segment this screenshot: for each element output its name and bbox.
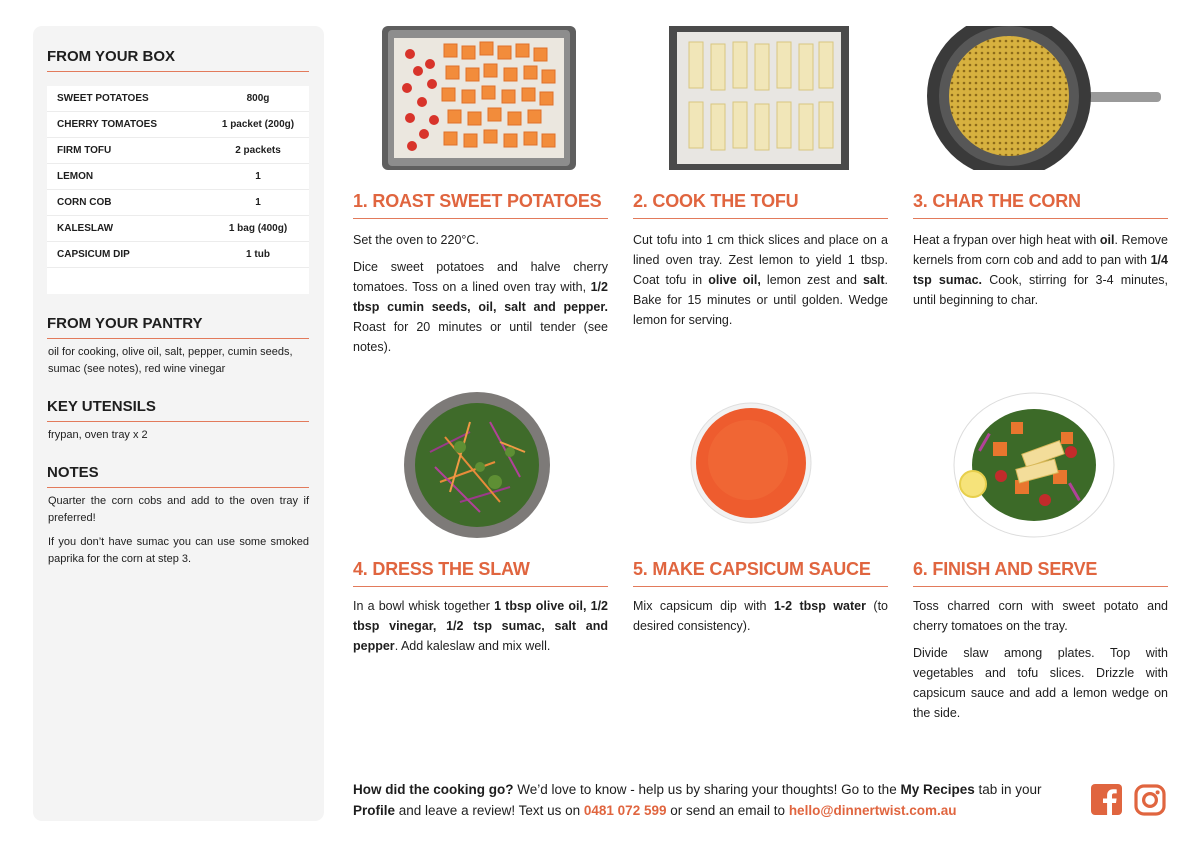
text-run: tab in your xyxy=(974,782,1042,797)
feedback-footer xyxy=(353,779,1073,821)
bold-ingredient: olive oil, xyxy=(708,273,761,287)
step-4-body xyxy=(353,596,608,663)
text-run: Mix capsicum dip with xyxy=(633,599,774,613)
roast-sweet-potato-photo xyxy=(382,26,576,170)
kaleslaw-bowl-photo xyxy=(400,392,554,538)
step-2-body xyxy=(633,230,888,337)
ingredients-sidebar xyxy=(33,26,324,821)
step-5-body xyxy=(633,596,888,643)
step-6-text: Toss charred corn with sweet potato and cherry tomatoes on the tray. xyxy=(913,599,1168,633)
ingredient-name: CHERRY TOMATOES xyxy=(57,119,158,130)
instagram-icon[interactable] xyxy=(1134,784,1166,816)
step-3-text xyxy=(913,230,1168,310)
table-row xyxy=(47,190,309,216)
from-your-pantry-heading: FROM YOUR PANTRY xyxy=(47,315,309,339)
from-your-box-heading: FROM YOUR BOX xyxy=(47,48,309,72)
my-recipes-link[interactable]: My Recipes xyxy=(900,782,975,797)
step-3-body xyxy=(913,230,1168,317)
text-run: (to desired consistency). xyxy=(633,599,889,633)
step-2-title: 2. COOK THE TOFU xyxy=(633,191,888,219)
step-6-title: 6. FINISH AND SERVE xyxy=(913,559,1168,587)
ingredient-name: FIRM TOFU xyxy=(57,145,112,156)
text-run: . Add kaleslaw and mix well. xyxy=(394,639,551,653)
profile-link[interactable]: Profile xyxy=(353,803,396,818)
text-run: Cut tofu into 1 cm thick slices and place on a lined oven tray. Zest lemon to yield 1 tbsp. Coat tofu in xyxy=(633,233,888,287)
ingredient-name: KALESLAW xyxy=(57,223,114,234)
ingredient-qty: 1 xyxy=(255,197,261,208)
ingredient-qty: 1 bag (400g) xyxy=(228,223,288,234)
ingredient-qty: 1 xyxy=(255,171,261,182)
ingredient-qty: 2 packets xyxy=(235,145,281,156)
step-6-text: Divide slaw among plates. Top with vegetables and tofu slices. Drizzle with capsicum sauce and add a lemon wedge on the side. xyxy=(913,646,1168,720)
bold-ingredient: oil xyxy=(1099,233,1115,247)
footer-question: How did the cooking go? xyxy=(353,782,514,797)
bold-ingredient: 1 tbsp olive oil, 1/2 tbsp vinegar, 1/2 tsp sumac, salt and pepper xyxy=(353,599,608,653)
finished-plate-photo xyxy=(953,392,1115,538)
bold-ingredient: 1/2 tbsp cumin seeds, oil, salt and pepper. xyxy=(353,280,608,314)
text-run: . Bake for 15 minutes or until golden. Wedge lemon for serving. xyxy=(633,273,889,327)
text-run: Roast for 20 minutes or until tender (see notes). xyxy=(353,320,608,354)
step-4-text xyxy=(353,596,608,656)
ingredient-name: CAPSICUM DIP xyxy=(57,249,130,260)
step-3-title: 3. CHAR THE CORN xyxy=(913,191,1168,219)
tofu-tray-photo xyxy=(669,26,849,170)
step-1-text xyxy=(353,257,608,357)
pantry-text: oil for cooking, olive oil, salt, pepper, cumin seeds, sumac (see notes), red wine vinegar xyxy=(48,346,293,375)
notes-heading: NOTES xyxy=(47,464,309,488)
step-4-title: 4. DRESS THE SLAW xyxy=(353,559,608,587)
notes-text-2: If you don’t have sumac you can use some smoked paprika for the corn at step 3. xyxy=(48,536,309,565)
text-run: lemon zest and xyxy=(760,273,863,287)
facebook-icon[interactable] xyxy=(1091,784,1122,815)
capsicum-sauce-bowl-photo xyxy=(690,402,812,524)
text-run: In a bowl whisk together xyxy=(353,599,495,613)
text-run: . Remove kernels from corn cob and add to pan with xyxy=(913,233,1169,267)
step-1-title: 1. ROAST SWEET POTATOES xyxy=(353,191,608,219)
phone-link[interactable]: 0481 072 599 xyxy=(583,803,667,818)
bold-ingredient: 1-2 tbsp water xyxy=(773,599,866,613)
ingredient-name: CORN COB xyxy=(57,197,112,208)
step-1-body xyxy=(353,230,608,364)
table-row xyxy=(47,164,309,190)
notes-text-1: Quarter the corn cobs and add to the oven tray if preferred! xyxy=(48,495,309,524)
key-utensils-heading: KEY UTENSILS xyxy=(47,398,309,422)
utensils-text: frypan, oven tray x 2 xyxy=(48,429,148,441)
table-row xyxy=(47,138,309,164)
ingredient-qty: 800g xyxy=(246,93,270,104)
step-5-text xyxy=(633,596,888,636)
text-run: and leave a review! Text us on xyxy=(395,803,584,818)
ingredient-name: LEMON xyxy=(57,171,94,182)
ingredient-qty: 1 tub xyxy=(246,249,270,260)
table-row xyxy=(47,112,309,138)
ingredient-qty: 1 packet (200g) xyxy=(221,119,295,130)
table-row xyxy=(47,216,309,242)
text-run: Cook, stirring for 3-4 minutes, until beginning to char. xyxy=(913,273,1168,307)
step-1-text: Set the oven to 220°C. xyxy=(353,233,479,247)
step-2-text xyxy=(633,230,888,330)
text-run: Heat a frypan over high heat with xyxy=(913,233,1100,247)
charred-corn-pan-photo xyxy=(925,26,1161,170)
step-6-body xyxy=(913,596,1168,730)
table-row xyxy=(47,242,309,268)
ingredient-name: SWEET POTATOES xyxy=(57,93,149,104)
table-row xyxy=(47,86,309,112)
text-run: We’d love to know - help us by sharing your thoughts! Go to the xyxy=(513,782,901,797)
step-5-title: 5. MAKE CAPSICUM SAUCE xyxy=(633,559,888,587)
email-link[interactable]: hello@dinnertwist.com.au xyxy=(788,803,957,818)
text-run: Dice sweet potatoes and halve cherry tomatoes. Toss on a lined oven tray with, xyxy=(353,260,608,294)
bold-ingredient: 1/4 tsp sumac. xyxy=(913,253,1168,287)
text-run: or send an email to xyxy=(666,803,789,818)
bold-ingredient: salt xyxy=(862,273,885,287)
ingredients-table xyxy=(47,86,309,294)
